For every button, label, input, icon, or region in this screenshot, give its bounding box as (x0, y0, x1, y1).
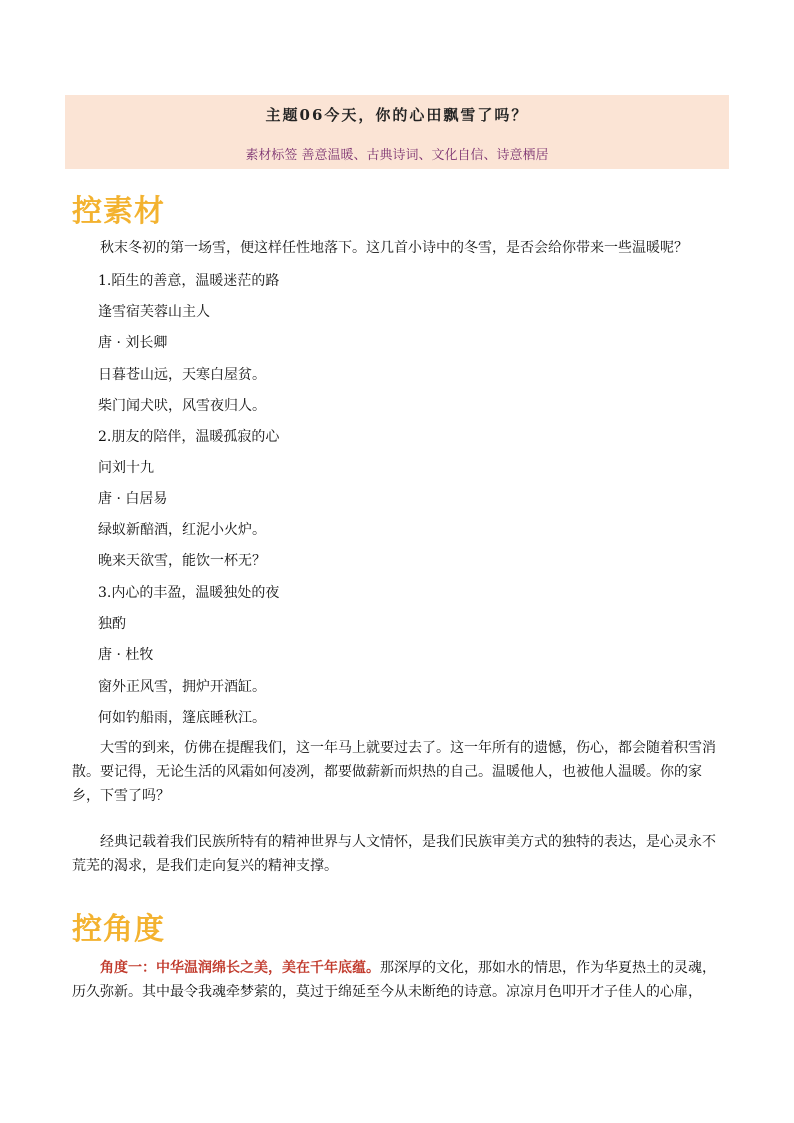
poem-line: 唐 · 刘长卿 (98, 335, 168, 351)
poem-line: 唐 · 白居易 (98, 491, 168, 507)
angle-one-text: 那深厚的文化，那如水的情思，作为华夏热土的灵魂，历久弥新。其中最令我魂牵梦萦的，莫过于绵延至今从未断绝的诗意。凉凉月色叩开才子佳人的心扉， (72, 960, 716, 1000)
intro-paragraph: 秋末冬初的第一场雪，便这样任性地落下。这几首小诗中的冬雪，是否会给你带来一些温暖呢？ (100, 240, 688, 256)
poem-line: 3.内心的丰盈，温暖独处的夜 (98, 585, 280, 601)
poem-line: 窗外正风雪，拥炉开酒缸。 (98, 679, 266, 695)
section-heading-material: 控素材 (72, 194, 165, 229)
poem-line: 晚来天欲雪，能饮一杯无？ (98, 553, 266, 569)
material-tags: 素材标签 善意温暖、古典诗词、文化自信、诗意栖居 (245, 148, 549, 163)
poem-line: 1.陌生的善意，温暖迷茫的路 (98, 273, 280, 289)
reflection-paragraph: 大雪的到来，仿佛在提醒我们，这一年马上就要过去了。这一年所有的遗憾，伤心，都会随着积雪消散。要记得，无论生活的风霜如何凌冽，都要做薪新而炽热的自己。温暖他人，也被他人温暖。你的家乡，下雪了吗？ (72, 740, 716, 804)
classics-paragraph: 经典记载着我们民族所特有的精神世界与人文情怀，是我们民族审美方式的独特的表达，是心灵永不荒芜的渴求，是我们走向复兴的精神支撑。 (72, 834, 716, 874)
poem-line: 唐 · 杜牧 (98, 647, 154, 663)
poem-line: 逢雪宿芙蓉山主人 (98, 304, 210, 320)
poem-line: 日暮苍山远，天寒白屋贫。 (98, 367, 266, 383)
poem-line: 问刘十九 (98, 460, 154, 476)
poem-line: 2.朋友的陪伴，温暖孤寂的心 (98, 429, 280, 445)
poem-line: 独酌 (98, 616, 126, 632)
poem-line: 绿蚁新醅酒，红泥小火炉。 (98, 522, 266, 538)
poem-line: 何如钓船雨，篷底睡秋江。 (98, 710, 266, 726)
theme-title: 主题06今天，你的心田飘雪了吗？ (265, 106, 529, 124)
theme-header-box (65, 95, 729, 169)
angle-one-paragraph (72, 956, 722, 1004)
section-heading-angle: 控角度 (72, 912, 165, 947)
poem-line: 柴门闻犬吠，风雪夜归人。 (98, 398, 266, 414)
angle-one-label: 角度一：中华温润绵长之美，美在千年底蕴。 (100, 960, 380, 976)
